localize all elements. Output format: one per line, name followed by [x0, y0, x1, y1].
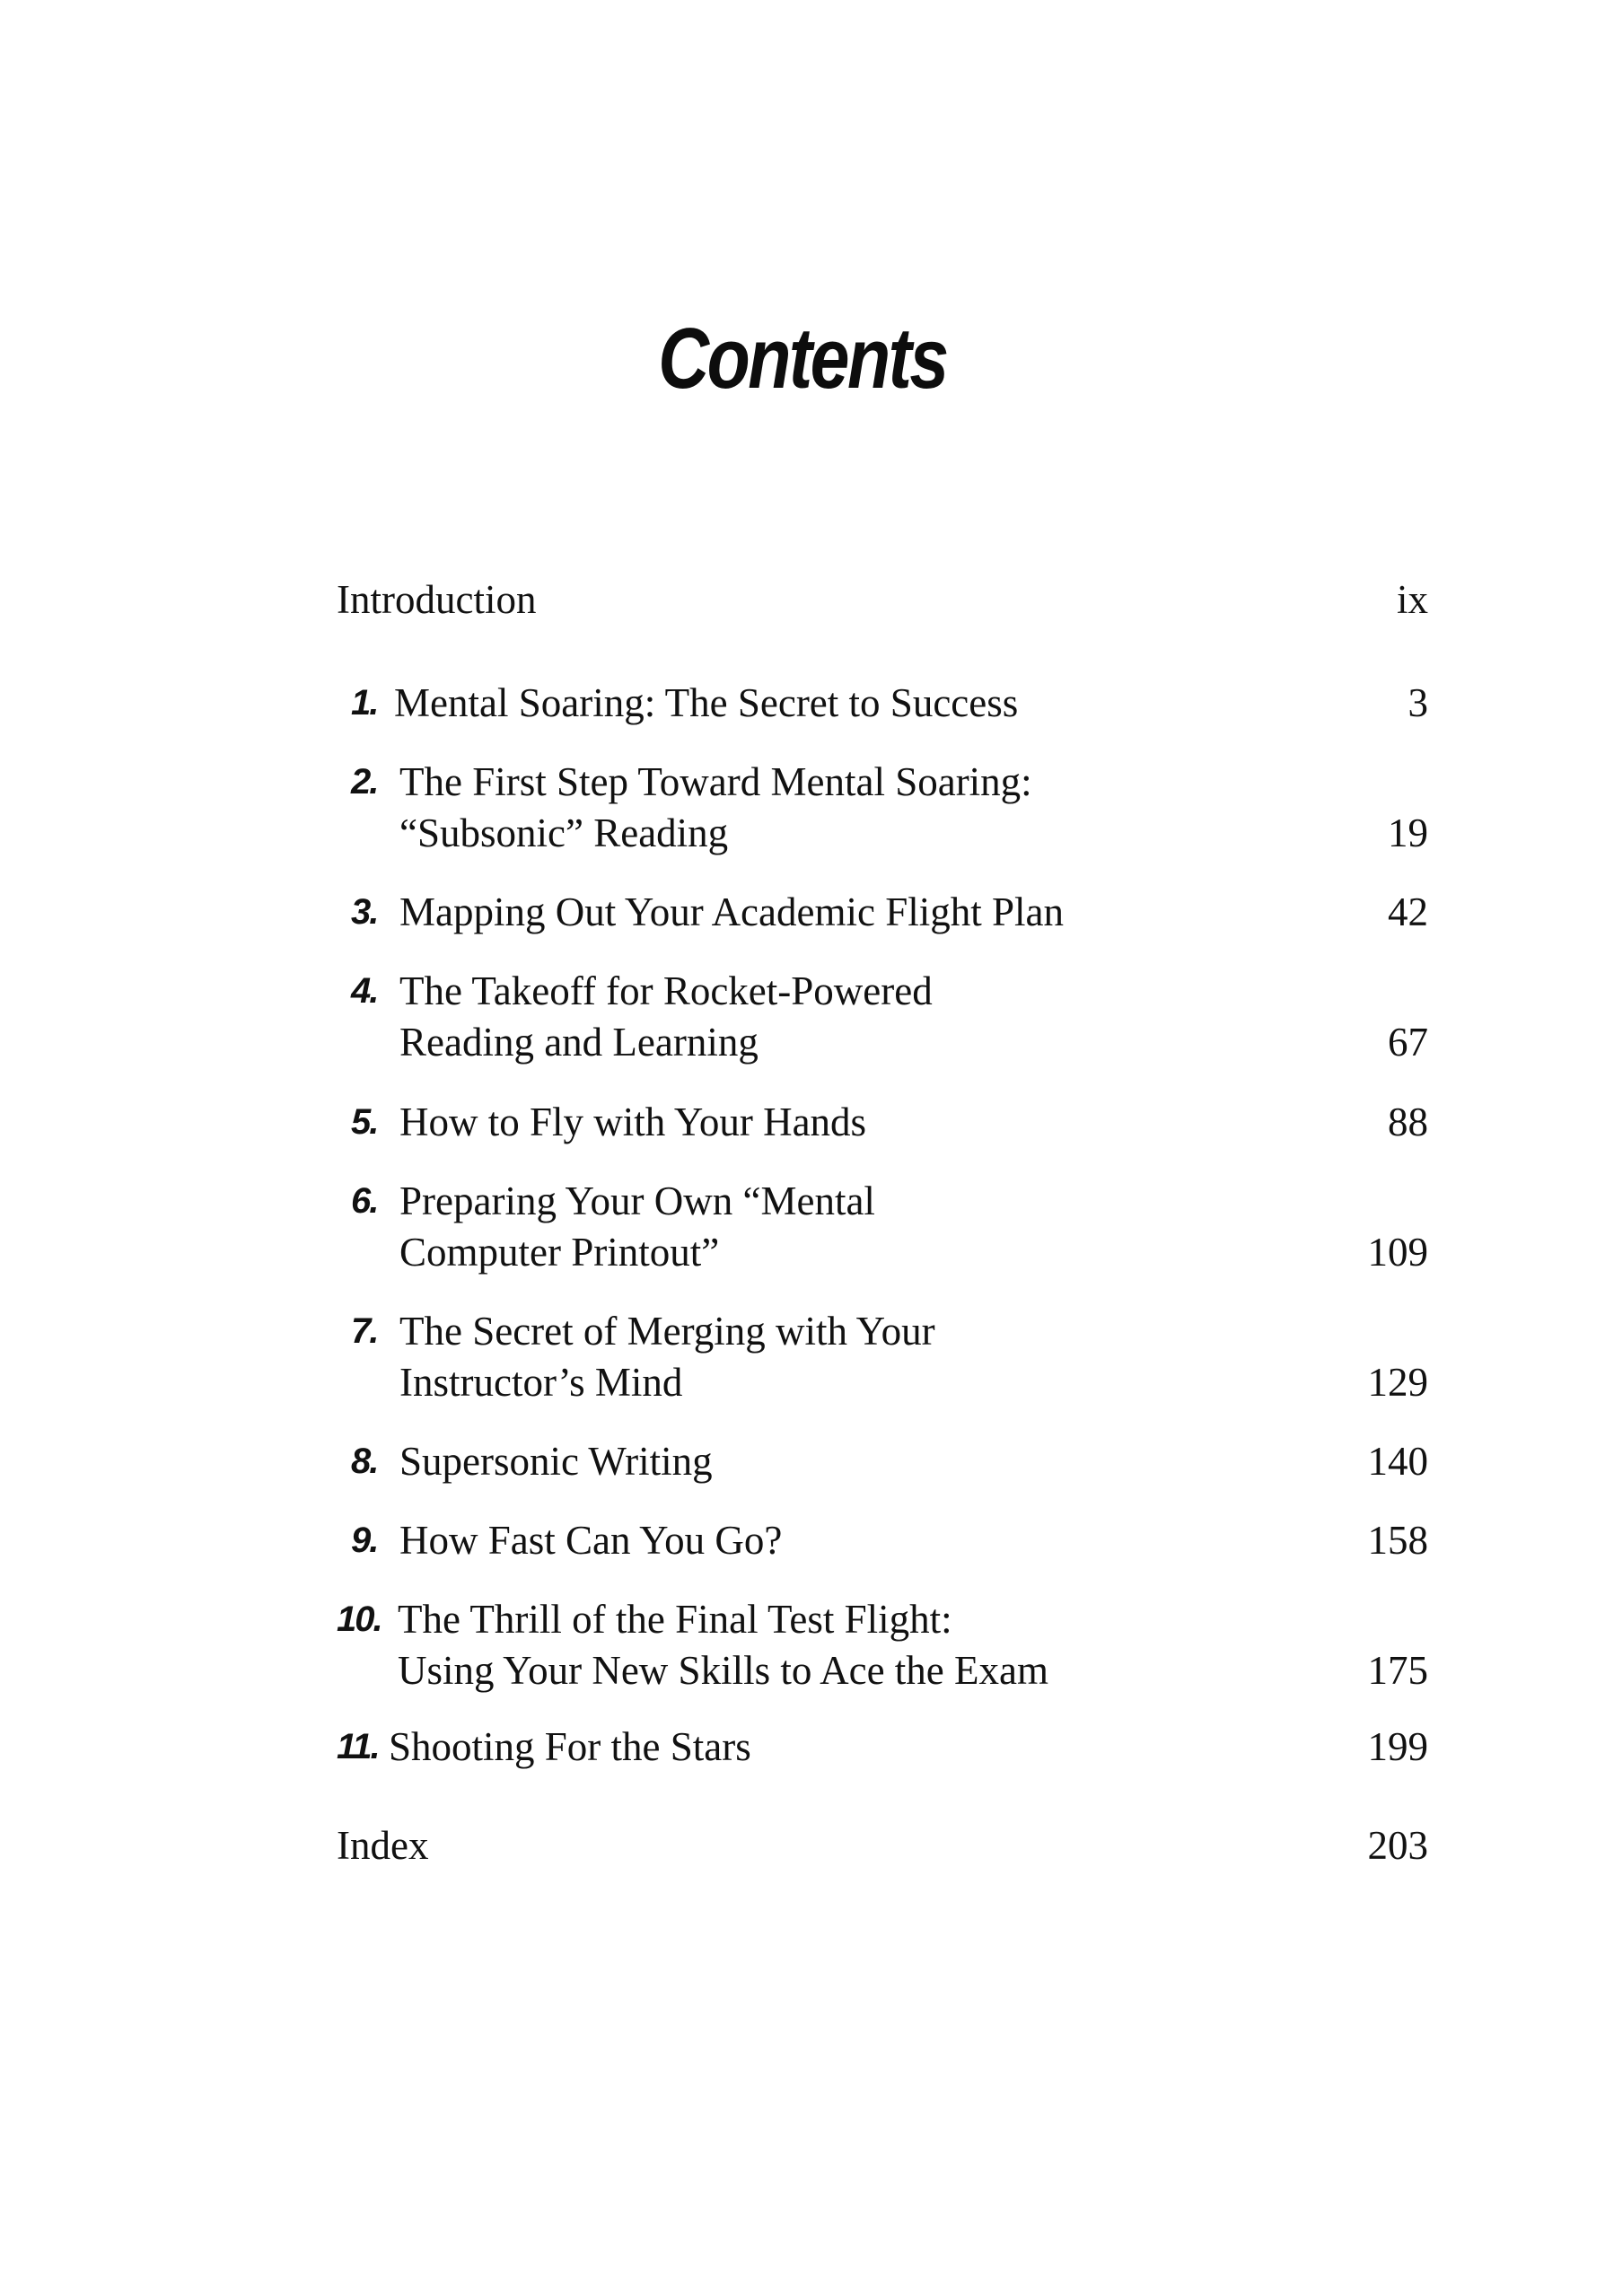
toc-entry-title-line-2: Computer Printout” [399, 1230, 720, 1275]
chapter-number: 7. [351, 1311, 378, 1351]
toc-entry-title-line-1: The Thrill of the Final Test Flight: [398, 1597, 952, 1642]
toc-entry-page: 88 [1388, 1100, 1428, 1144]
toc-entry-page: 19 [1388, 811, 1428, 855]
chapter-number: 11. [337, 1727, 379, 1766]
toc-entry-title-line-2: Instructor’s Mind [399, 1360, 683, 1405]
chapter-number: 8. [351, 1442, 378, 1481]
chapter-number: 10. [337, 1599, 382, 1639]
toc-entry-page: 203 [1367, 1823, 1428, 1868]
toc-entry-page: 175 [1367, 1648, 1428, 1693]
chapter-number: 1. [351, 683, 378, 723]
toc-entry-page: 158 [1367, 1518, 1428, 1563]
toc-entry-title-line-2: “Subsonic” Reading [399, 811, 729, 855]
toc-entry-title-line-1: The First Step Toward Mental Soaring: [399, 759, 1032, 804]
toc-entry-title: How Fast Can You Go? [399, 1518, 783, 1563]
chapter-number: 4. [351, 971, 378, 1011]
toc-entry-title-line-1: The Takeoff for Rocket-Powered [399, 968, 933, 1013]
toc-entry-title: Mapping Out Your Academic Flight Plan [399, 889, 1064, 934]
toc-entry-page: ix [1396, 577, 1428, 622]
chapter-number: 2. [351, 762, 378, 802]
toc-entry-page: 109 [1367, 1230, 1428, 1275]
toc-entry-title-line-1: The Secret of Merging with Your [399, 1309, 935, 1354]
toc-entry-title: Supersonic Writing [399, 1439, 713, 1484]
toc-entry-title: How to Fly with Your Hands [399, 1100, 867, 1144]
toc-entry-page: 67 [1388, 1020, 1428, 1065]
toc-entry-title-line-1: Preparing Your Own “Mental [399, 1179, 875, 1223]
toc-entry-page: 3 [1408, 680, 1428, 725]
toc-entry-page: 42 [1388, 889, 1428, 934]
page-title: Contents [658, 311, 947, 407]
chapter-number: 3. [351, 892, 378, 932]
toc-entry-title-line-2: Using Your New Skills to Ace the Exam [398, 1648, 1048, 1693]
chapter-number: 6. [351, 1181, 378, 1221]
toc-entry-page: 199 [1367, 1724, 1428, 1769]
toc-entry-title: Mental Soaring: The Secret to Success [394, 680, 1019, 725]
chapter-number: 9. [351, 1520, 378, 1560]
toc-entry-title: Shooting For the Stars [389, 1724, 751, 1769]
chapter-number: 5. [351, 1102, 378, 1142]
toc-entry-title: Introduction [337, 577, 537, 622]
toc-entry-title-line-2: Reading and Learning [399, 1020, 759, 1065]
toc-entry-page: 140 [1367, 1439, 1428, 1484]
toc-entry-page: 129 [1367, 1360, 1428, 1405]
toc-entry-title: Index [337, 1823, 429, 1868]
